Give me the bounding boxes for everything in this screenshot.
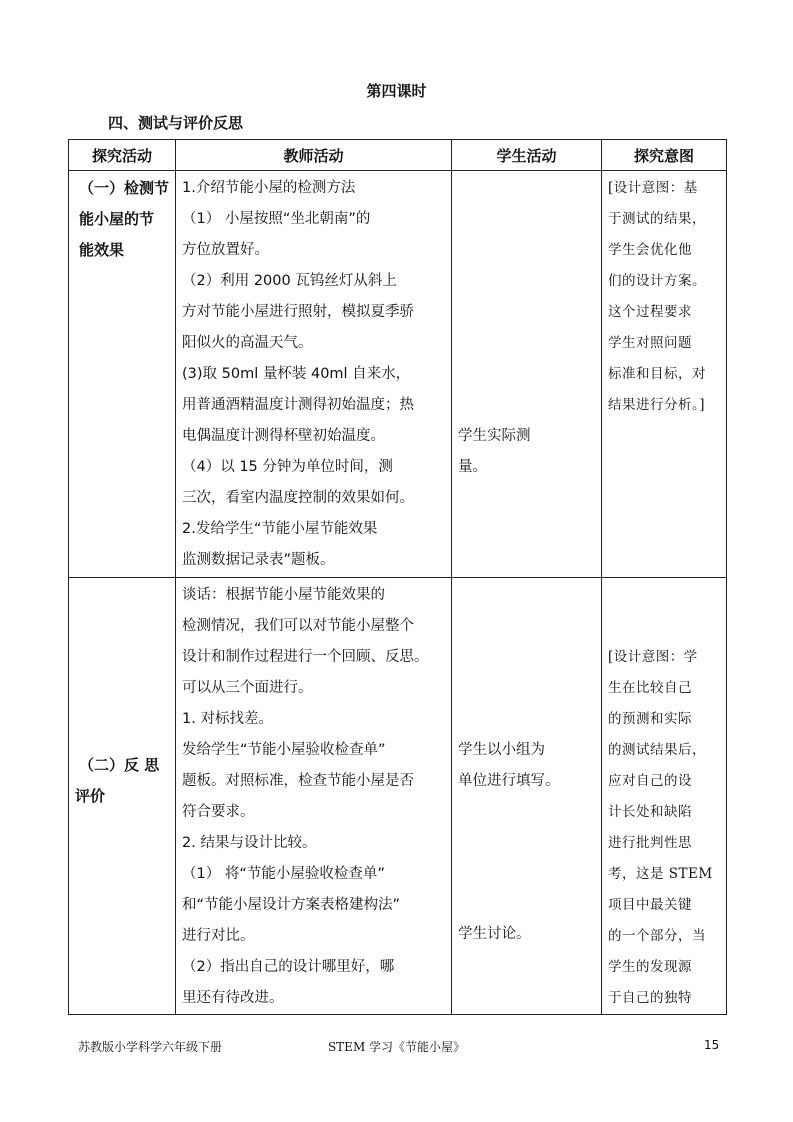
row2-teacher-line: 可以从三个面进行。 (182, 680, 313, 696)
row2-teacher-line: 题板。对照标准，检查节能小屋是否 (182, 773, 414, 789)
row2-intent-line: 项目中最关键 (608, 897, 692, 913)
row2-teacher-line: 2. 结果与设计比较。 (182, 835, 317, 851)
header-intent: 探究意图 (602, 140, 727, 171)
row1-intent-line: 们的设计方案。 (608, 273, 706, 289)
row2-intent-line: 的一个部分，当 (608, 928, 706, 944)
row2-teacher-cell (176, 578, 452, 1015)
page-title: 第四课时 (366, 82, 427, 100)
row1-teacher-line: (3)取 50ml 量杯装 40ml 自来水， (182, 366, 411, 382)
row2-intent-line: [设计意图：学 (608, 649, 698, 665)
row2-intent-cell (602, 578, 727, 1015)
lesson-table (68, 139, 727, 1015)
header-student: 学生活动 (452, 140, 602, 171)
row2-intent-line: 的测试结果后， (608, 742, 706, 758)
row2-teacher-line: 发给学生“节能小屋验收检查单” (182, 742, 386, 758)
row2-teacher-line: （1） 将“节能小屋验收检查单” (182, 866, 385, 882)
row1-teacher-line: 1.介绍节能小屋的检测方法 (182, 180, 356, 196)
page-number: 15 (704, 1038, 720, 1052)
section-heading: 四、测试与评价反思 (108, 114, 244, 132)
row2-activity-line: （二）反 思 (79, 756, 160, 774)
row2-intent-line: 生在比较自己 (608, 680, 692, 696)
row1-intent-line: 这个过程要求 (608, 304, 692, 320)
row1-student-line: 量。 (458, 459, 487, 475)
row1-teacher-line: 用普通酒精温度计测得初始温度；热 (182, 397, 414, 413)
header-activity: 探究活动 (69, 140, 176, 171)
row1-intent-line: 学生会优化他 (608, 242, 692, 258)
row2-teacher-line: 设计和制作过程进行一个回顾、反思。 (182, 649, 429, 665)
row2-activity-line: 评价 (75, 787, 106, 805)
row1-intent-line: 结果进行分析。] (608, 397, 706, 413)
row2-intent-line: 于自己的独特 (608, 990, 692, 1006)
row1-student-cell (452, 171, 602, 578)
row1-teacher-line: （1） 小屋按照“坐北朝南”的 (182, 211, 371, 227)
table-header-row (69, 140, 727, 171)
row1-activity-line: （一）检测节 (79, 179, 170, 197)
row1-intent-line: [设计意图：基 (608, 180, 698, 196)
table-row (69, 578, 727, 1015)
row2-teacher-line: 检测情况，我们可以对节能小屋整个 (182, 618, 414, 634)
row2-intent-line: 学生的发现源 (608, 959, 692, 975)
footer-book-title: 苏教版小学科学六年级下册 (78, 1040, 223, 1054)
row2-intent-line: 计长处和缺陷 (608, 804, 692, 820)
row2-intent-line: 的预测和实际 (608, 711, 692, 727)
row1-intent-line: 于测试的结果， (608, 211, 706, 227)
row1-intent-cell (602, 171, 727, 578)
row1-teacher-line: 监测数据记录表”题板。 (182, 552, 335, 568)
row2-teacher-line: 符合要求。 (182, 804, 255, 820)
row2-teacher-line: 进行对比。 (182, 928, 255, 944)
header-teacher: 教师活动 (176, 140, 452, 171)
row1-intent-line: 标准和目标，对 (608, 366, 706, 382)
row2-intent-line: 进行批判性思 (608, 835, 692, 851)
row1-teacher-line: 方对节能小屋进行照射，模拟夏季骄 (182, 304, 414, 320)
row1-teacher-line: （4）以 15 分钟为单位时间，测 (182, 459, 393, 475)
footer-unit-title: STEM 学习《节能小屋》 (327, 1040, 466, 1054)
row1-activity-line: 能小屋的节 (79, 210, 155, 228)
row2-student-line: 学生讨论。 (458, 926, 531, 942)
row1-teacher-line: 三次，看室内温度控制的效果如何。 (182, 490, 414, 506)
row2-intent-line: 应对自己的设 (608, 773, 692, 789)
row1-teacher-line: 电偶温度计测得杯壁初始温度。 (182, 428, 385, 444)
row2-intent-line: 考，这是 STEM (608, 866, 713, 882)
row2-activity-cell (69, 578, 176, 1015)
row2-student-cell (452, 578, 602, 1015)
row2-teacher-line: 1. 对标找差。 (182, 711, 273, 727)
row2-student-line: 学生以小组为 (458, 742, 545, 758)
row2-teacher-line: 里还有待改进。 (182, 990, 284, 1006)
row1-teacher-line: （2）利用 2000 瓦钨丝灯从斜上 (182, 273, 397, 289)
row1-teacher-line: 方位放置好。 (182, 242, 269, 258)
row1-teacher-line: 2.发给学生“节能小屋节能效果 (182, 521, 378, 537)
row2-teacher-line: 谈话：根据节能小屋节能效果的 (182, 587, 385, 603)
table-row (69, 171, 727, 578)
row1-activity-line: 能效果 (79, 241, 125, 259)
row1-teacher-line: 阳似火的高温天气。 (182, 335, 313, 351)
row2-teacher-line: （2）指出自己的设计哪里好，哪 (182, 959, 395, 975)
row2-student-line: 单位进行填写。 (458, 773, 560, 789)
row1-teacher-cell (176, 171, 452, 578)
row1-intent-line: 学生对照问题 (608, 335, 692, 351)
row2-teacher-line: 和“节能小屋设计方案表格建构法” (182, 897, 401, 913)
row1-student-line: 学生实际测 (458, 428, 531, 444)
row1-activity-cell (69, 171, 176, 578)
